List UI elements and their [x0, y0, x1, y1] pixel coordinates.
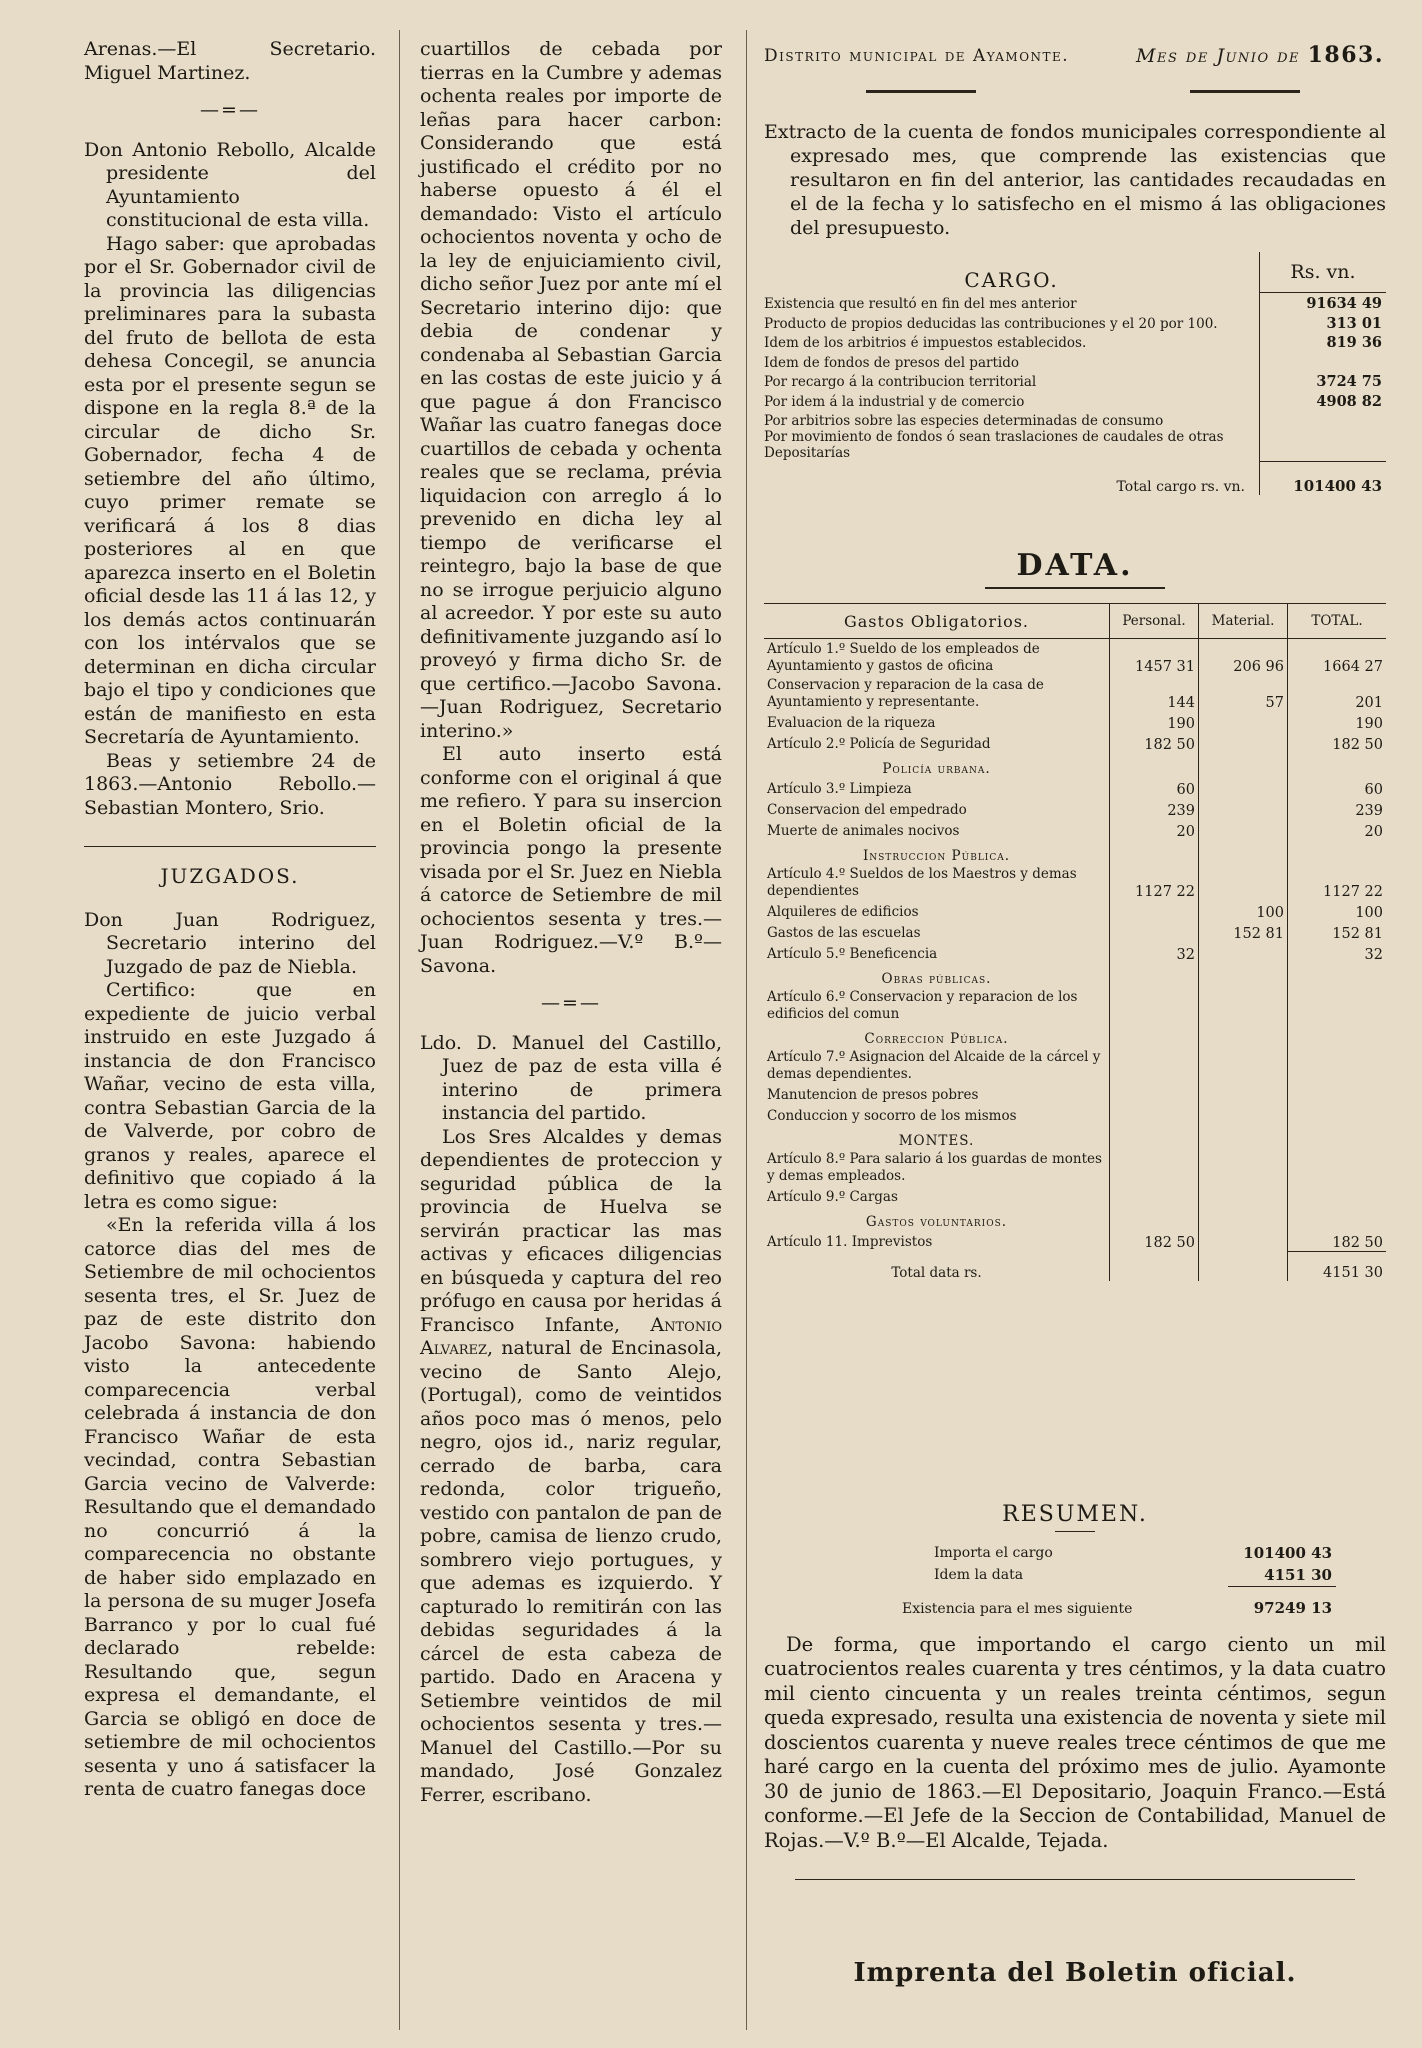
- gastos-subheading: [764, 1125, 1386, 1149]
- cargo-total-label: Total cargo rs. vn.: [1116, 479, 1245, 495]
- gastos-row-material: [1199, 1230, 1288, 1251]
- gastos-subheading-label: Policía urbana.: [882, 761, 991, 777]
- gastos-row-total: 20: [1288, 819, 1387, 840]
- gastos-subheading: [764, 1023, 1386, 1047]
- resumen-title: RESUMEN.: [1002, 1502, 1148, 1527]
- resumen-row-label: Importa el cargo: [934, 1545, 1053, 1561]
- gastos-row-personal: [1110, 1047, 1199, 1083]
- data-total-label: Total data rs.: [891, 1265, 982, 1281]
- column-1: [84, 38, 376, 1802]
- gastos-row: [764, 711, 1386, 732]
- cargo-row: [764, 332, 1386, 352]
- gastos-row-label: Alquileres de edificios: [767, 904, 919, 920]
- cargo-row-label: Idem de fondos de presos del partido: [764, 354, 1019, 371]
- gastos-row-total: 1664 27: [1288, 639, 1387, 676]
- cargo-row-label: Idem de los arbitrios é impuestos establecidos.: [764, 335, 1087, 351]
- resumen-table: [874, 1542, 1336, 1617]
- gastos-row-personal: 32: [1110, 942, 1199, 963]
- cargo-row: [764, 371, 1386, 391]
- data-title: DATA.: [1016, 548, 1134, 583]
- gastos-row-material: [1199, 798, 1288, 819]
- gastos-row-total: [1288, 1149, 1387, 1185]
- gastos-row-material: [1199, 987, 1288, 1023]
- gastos-row: [764, 1149, 1386, 1185]
- cargo-row-label: Por movimiento de fondos ó sean traslaciones de caudales de otras Depositarías: [764, 429, 1224, 461]
- notice-signature: Beas y setiembre 24 de 1863.—Antonio Rebollo.—Sebastian Montero, Srio.: [84, 749, 376, 819]
- gastos-row: [764, 819, 1386, 840]
- notice-body: Hago saber: que aprobadas por el Sr. Gobernador civil de la provincia las diligencias preliminares para la subasta del fruto de bellota de esta dehesa Concegil, se anuncia esta por el presente segun se dispone en la regla 8.ª de la circular de dicho Sr. Gobernador, fecha 4 de setiembre del año último, cuyo primer remate se verificará á los 8 dias posteriores al en que aparezca inserto en el Boletin oficial desde las 11 á las 12, y los demás actos continuarán con los intérvalos que se determinan en dicha circular bajo el tipo y condiciones que están de manifiesto en esta Secretaría de Ayuntamiento.: [84, 232, 376, 748]
- gastos-row-total: 32: [1288, 942, 1387, 963]
- gastos-row-total: [1288, 1083, 1387, 1104]
- cargo-row: [764, 351, 1386, 371]
- gastos-subheading: [764, 840, 1386, 864]
- gastos-row-personal: [1110, 1149, 1199, 1185]
- gastos-row-material: [1199, 777, 1288, 798]
- closing-text: De forma, que importando el cargo ciento un mil cuatrocientos reales cuarenta y tres céntimos, y la data cuatro mil ciento cincuenta y un reales treinta céntimos, segun queda expresado, resulta una existencia de noventa y siete mil doscientos cuarenta y nueve reales trece céntimos de que me haré cargo en la cuenta del próximo mes de julio. Ayamonte 30 de junio de 1863.—El Depositario, Joaquin Franco.—Está conforme.—El Jefe de la Seccion de Contabilidad, Manuel de Rojas.—V.º B.º—El Alcalde, Tejada.: [764, 1632, 1386, 1852]
- gastos-row-label: Artículo 3.º Limpieza: [767, 781, 912, 797]
- cargo-total: 101400 43: [1260, 461, 1387, 495]
- gastos-row-label: Manutencion de presos pobres: [767, 1087, 979, 1103]
- court-body: Certifico: que en expediente de juicio verbal instruido en este Juzgado á instancia de don Francisco Wañar, vecino de esta villa, contra Sebastian Garcia de la de Valverde, por cobro de granos y reales, aparece el definitivo que copiado á la letra es como sigue:: [84, 979, 376, 1213]
- closing-signature: Arenas.—El Secretario. Miguel Martinez.: [84, 38, 376, 84]
- gastos-row-personal: 20: [1110, 819, 1199, 840]
- gastos-row-material: 57: [1199, 675, 1288, 711]
- gastos-row-personal: 1457 31: [1110, 639, 1199, 676]
- gastos-row-label: Artículo 9.º Cargas: [767, 1189, 898, 1205]
- resumen-section: [764, 1502, 1386, 1880]
- gastos-row: [764, 1104, 1386, 1125]
- column-rule: [746, 30, 747, 2030]
- section-title-juzgados: JUZGADOS.: [160, 864, 300, 888]
- separator: —=—: [541, 992, 601, 1014]
- gastos-row-label: Muerte de animales nocivos: [767, 823, 960, 839]
- gastos-row-label: Artículo 6.º Conservacion y reparacion de los edificios del comun: [767, 989, 1078, 1022]
- gastos-row-total: 152 81: [1288, 921, 1387, 942]
- gastos-row-material: [1199, 1083, 1288, 1104]
- cargo-title: CARGO.: [964, 268, 1059, 292]
- court-heading: Don Juan Rodriguez, Secretario interino del Juzgado de paz de Niebla.: [84, 908, 376, 978]
- gastos-title: Gastos Obligatorios.: [843, 611, 1030, 631]
- cargo-row-amount: 819 36: [1260, 332, 1387, 352]
- column-rule: [399, 30, 400, 2030]
- gastos-rows: [764, 639, 1386, 1252]
- cargo-row-amount: [1260, 429, 1387, 461]
- gastos-subheading: [764, 753, 1386, 777]
- gastos-row-personal: 182 50: [1110, 732, 1199, 753]
- gastos-row-label: Conservacion y reparacion de la casa de Ayuntamiento y representante.: [767, 677, 1044, 710]
- gastos-row: [764, 1230, 1386, 1251]
- section-rule: [84, 846, 376, 847]
- gastos-row-label: Artículo 2.º Policía de Seguridad: [767, 736, 991, 752]
- cargo-row-amount: 91634 49: [1260, 292, 1387, 312]
- gastos-row-personal: 182 50: [1110, 1230, 1199, 1251]
- gastos-row: [764, 900, 1386, 921]
- gastos-row-material: [1199, 819, 1288, 840]
- gastos-row-material: [1199, 1047, 1288, 1083]
- header-rule: [866, 90, 976, 93]
- data-total: 4151 30: [1288, 1251, 1387, 1281]
- data-section: [764, 548, 1386, 1281]
- gastos-row-personal: 60: [1110, 777, 1199, 798]
- judge-heading: Ldo. D. Manuel del Castillo, Juez de paz de esta villa é interino de primera instancia del partido.: [420, 1031, 722, 1124]
- gastos-row-personal: 239: [1110, 798, 1199, 819]
- gastos-row-personal: [1110, 987, 1199, 1023]
- gastos-row: [764, 1083, 1386, 1104]
- gastos-row-personal: [1110, 900, 1199, 921]
- cargo-row-amount: 313 01: [1260, 312, 1387, 332]
- gastos-row-total: 182 50: [1288, 732, 1387, 753]
- gastos-row-personal: [1110, 1083, 1199, 1104]
- cargo-row-amount: [1260, 410, 1387, 430]
- gastos-row: [764, 987, 1386, 1023]
- district-label: Distrito municipal de Ayamonte.: [764, 46, 1070, 66]
- cargo-row: [764, 312, 1386, 332]
- gastos-row: [764, 777, 1386, 798]
- gastos-row-personal: 190: [1110, 711, 1199, 732]
- gastos-row-material: [1199, 732, 1288, 753]
- gastos-row-total: 60: [1288, 777, 1387, 798]
- gastos-row-material: [1199, 711, 1288, 732]
- cargo-row-label: Existencia que resultó en fin del mes anterior: [764, 296, 1077, 312]
- gastos-row: [764, 798, 1386, 819]
- gastos-row-total: 201: [1288, 675, 1387, 711]
- gastos-row-total: [1288, 1185, 1387, 1206]
- col-personal: Personal.: [1110, 604, 1199, 639]
- gastos-row-total: 1127 22: [1288, 864, 1387, 900]
- year-label: 1863.: [1307, 42, 1384, 68]
- gastos-row-label: Artículo 7.º Asignacion del Alcaide de la cárcel y demas dependientes.: [767, 1049, 1101, 1082]
- gastos-subheading-label: Correccion Pública.: [864, 1031, 1009, 1047]
- gastos-row: [764, 864, 1386, 900]
- gastos-row-label: Evaluacion de la riqueza: [767, 715, 936, 731]
- cargo-table: [764, 252, 1386, 495]
- gastos-row-label: Conservacion del empedrado: [767, 802, 967, 818]
- gastos-row-label: Conduccion y socorro de los mismos: [767, 1108, 1017, 1124]
- cargo-rows: [764, 292, 1386, 461]
- accounts-header: [764, 42, 1384, 68]
- resumen-rule: [1055, 1531, 1095, 1532]
- gastos-row-total: 239: [1288, 798, 1387, 819]
- col-material: Material.: [1199, 604, 1288, 639]
- gastos-subheading: [764, 1206, 1386, 1230]
- cargo-section: [764, 252, 1386, 495]
- resumen-row-amount: 4151 30: [1264, 1566, 1332, 1584]
- extract-intro: Extracto de la cuenta de fondos municipales correspondiente al expresado mes, que comprende las existencias que resultaron en fin del anterior, las cantidades recaudadas en el de la fecha y lo satisfecho en el mismo á las obligaciones del presupuesto.: [764, 121, 1386, 239]
- cargo-unit: Rs. vn.: [1260, 252, 1387, 292]
- gastos-row-personal: [1110, 1185, 1199, 1206]
- footer-rule: [795, 1879, 1355, 1880]
- existencia-label: Existencia para el mes siguiente: [902, 1600, 1133, 1617]
- gastos-row: [764, 732, 1386, 753]
- gastos-subheading-label: Instruccion Pública.: [862, 848, 1011, 864]
- gastos-row: [764, 1185, 1386, 1206]
- certification: El auto inserto está conforme con el original á que me refiero. Y para su insercion en el Boletin oficial de la provincia pongo la presente visada por el Sr. Juez en Niebla á catorce de Setiembre de mil ochocientos sesenta y tres.—Juan Rodriguez.—V.º B.º—Savona.: [420, 743, 722, 977]
- data-rule: [985, 587, 1165, 589]
- gastos-row-total: 100: [1288, 900, 1387, 921]
- col-total: TOTAL.: [1288, 604, 1387, 639]
- gastos-row: [764, 942, 1386, 963]
- ruling-continuation: cuartillos de cebada por tierras en la Cumbre y ademas ochenta reales por importe de leñas para hacer carbon: Considerando que está justificado el crédito por no haberse opuesto á él el demandado: Visto el artículo ochocientos noventa y ocho de la ley de enjuiciamiento civil, dicho señor Juez por ante mí el Secretario interino dijo: que debia de condenar y condenaba al Sebastian Garcia en las costas de este juicio y á que pague á don Francisco Wañar las cuatro fanegas doce cuartillos de cebada y ochenta reales que se reclama, prévia liquidacion con arreglo á lo prevenido en dicha ley al tiempo de verificarse el reintegro, bajo la base de que no se irrogue perjuicio alguno al acreedor. Y por este su auto definitivamente juzgando así lo proveyó y firma dicho Sr. de que certifico.—Jacobo Savona.—Juan Rodriguez, Secretario interino.»: [420, 38, 722, 742]
- gastos-row-personal: [1110, 1104, 1199, 1125]
- month-label: Mes de Junio de 1863.: [1136, 42, 1384, 68]
- cargo-row-label: Por idem á la industrial y de comercio: [764, 393, 1025, 410]
- gastos-row-material: [1199, 1149, 1288, 1185]
- separator: —=—: [200, 99, 260, 121]
- gastos-row-personal: [1110, 921, 1199, 942]
- gastos-row-personal: 144: [1110, 675, 1199, 711]
- gastos-row: [764, 1047, 1386, 1083]
- gastos-row-total: 190: [1288, 711, 1387, 732]
- gastos-row-material: 152 81: [1199, 921, 1288, 942]
- header-rule: [1190, 90, 1300, 93]
- gastos-row: [764, 921, 1386, 942]
- resumen-row-label: Idem la data: [934, 1567, 1024, 1584]
- cargo-row: [764, 390, 1386, 410]
- fugitive-name: Antonio Alvarez,: [420, 1313, 722, 1359]
- cargo-row: [764, 429, 1386, 461]
- printer-imprint: Imprenta del Boletin oficial.: [853, 1958, 1297, 1988]
- cargo-row-amount: [1260, 351, 1387, 371]
- column-2: [420, 38, 722, 1807]
- gastos-row-total: 182 50: [1288, 1230, 1387, 1251]
- gastos-subheading-label: MONTES.: [898, 1133, 975, 1149]
- gastos-row: [764, 675, 1386, 711]
- gastos-row-material: 100: [1199, 900, 1288, 921]
- cargo-row-amount: 3724 75: [1260, 371, 1387, 391]
- resumen-row-amount: 101400 43: [1243, 1544, 1332, 1562]
- cargo-row-label: Por recargo á la contribucion territorial: [764, 374, 1037, 390]
- gastos-row-total: [1288, 1047, 1387, 1083]
- cargo-row-label: Producto de propios deducidas las contribuciones y el 20 por 100.: [764, 315, 1218, 332]
- cargo-row-label: Por arbitrios sobre las especies determinadas de consumo: [764, 413, 1164, 429]
- gastos-subheading-label: Obras públicas.: [881, 971, 992, 987]
- gastos-subheading-label: Gastos voluntarios.: [865, 1214, 1008, 1230]
- gastos-row-material: 206 96: [1199, 639, 1288, 676]
- gastos-row-personal: 1127 22: [1110, 864, 1199, 900]
- gastos-row-label: Artículo 5.º Beneficencia: [767, 946, 938, 962]
- cargo-row-amount: 4908 82: [1260, 390, 1387, 410]
- court-ruling: «En la referida villa á los catorce dias del mes de Setiembre de mil ochocientos sesenta tres, el Sr. Juez de paz de este distrito don Jacobo Savona: habiendo visto la antecedente comparecencia verbal celebrada á instancia de don Francisco Wañar de esta vecindad, contra Sebastian Garcia vecino de Valverde: Resultando que el demandado no concurrió á la comparecencia no obstante de haber sido emplazado en la persona de su muger Josefa Barranco y por lo cual fué declarado rebelde: Resultando que, segun expresa el demandante, el Garcia se obligó en doce de setiembre de mil ochocientos sesenta y uno á satisfacer la renta de cuatro fanegas doce: [84, 1214, 376, 1800]
- notice-heading: Don Antonio Rebollo, Alcalde presidente del Ayuntamiento constitucional de esta villa.: [84, 138, 376, 231]
- resumen-row: [874, 1564, 1336, 1587]
- gastos-row-material: [1199, 864, 1288, 900]
- existencia-amount: 97249 13: [1228, 1587, 1336, 1617]
- gastos-row-label: Artículo 1.º Sueldo de los empleados de Ayuntamiento y gastos de oficina: [767, 641, 1040, 674]
- cargo-row: [764, 410, 1386, 430]
- gastos-row: [764, 639, 1386, 676]
- gastos-row-material: [1199, 942, 1288, 963]
- gastos-row-label: Gastos de las escuelas: [767, 925, 921, 941]
- gastos-row-total: [1288, 1104, 1387, 1125]
- gastos-row-label: Artículo 8.º Para salario á los guardas de montes y demas empleados.: [767, 1151, 1102, 1184]
- gastos-row-material: [1199, 1185, 1288, 1206]
- gastos-row-total: [1288, 987, 1387, 1023]
- gastos-subheading: [764, 963, 1386, 987]
- gastos-row-material: [1199, 1104, 1288, 1125]
- gastos-table: [764, 603, 1386, 1281]
- resumen-row: [874, 1542, 1336, 1564]
- gastos-row-label: Artículo 4.º Sueldos de los Maestros y demas dependientes: [767, 866, 1077, 899]
- gastos-row-label: Artículo 11. Imprevistos: [767, 1234, 933, 1250]
- cargo-row: [764, 292, 1386, 312]
- warrant-body: Los Sres Alcaldes y demas dependientes de proteccion y seguridad pública de la provincia de Huelva se servirán practicar las mas activas y eficaces diligencias en búsqueda y captura del reo prófugo en causa por heridas á Francisco Infante, Antonio Alvarez, natural de Encinasola, vecino de Santo Alejo, (Portugal), como de veintidos años poco mas ó menos, pelo negro, ojos id., nariz regular, cerrado de barba, cara redonda, color trigueño, vestido con pantalon de pan de pobre, camisa de lienzo crudo, sombrero viejo portugues, y que ademas es izquierdo. Y capturado lo remitirán con las debidas seguridades á la cárcel de esta cabeza de partido. Dado en Aracena y Setiembre veintidos de mil ochocientos sesenta y tres.—Manuel del Castillo.—Por su mandado, José Gonzalez Ferrer, escribano.: [420, 1125, 722, 1806]
